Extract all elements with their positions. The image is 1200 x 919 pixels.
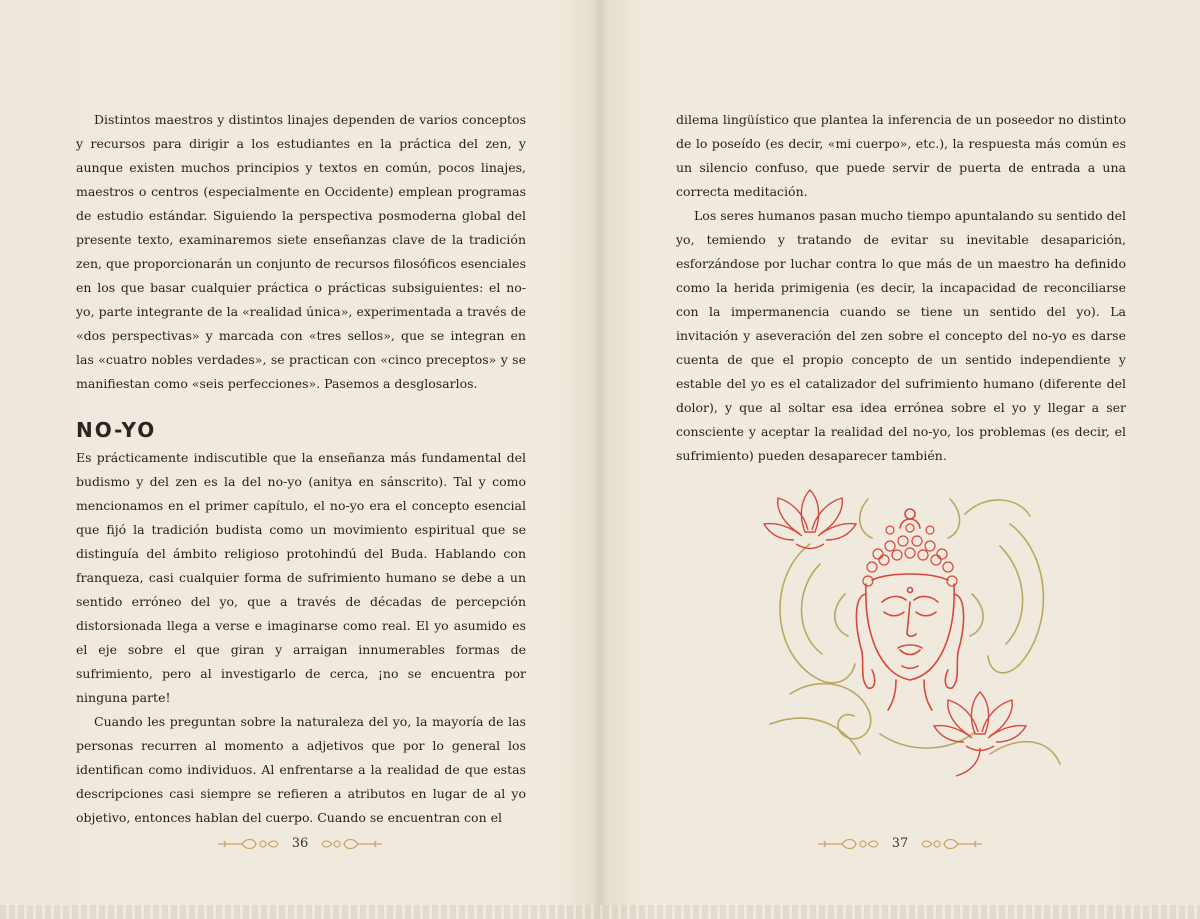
- right-paragraph-1: dilema lingüístico que plantea la inferencia de un poseedor no distinto de lo poseído (es decir, «mi cuerpo», etc.), la respuesta más común es un silencio confuso, que puede servir de puerta de entrada a una correcta meditación.: [676, 112, 1126, 199]
- buddha-head-with-lotus-icon: [750, 484, 1070, 784]
- left-paragraph-2: Es prácticamente indiscutible que la enseñanza más fundamental del budismo y del zen es la del no-yo (anitya en sánscrito). Tal y como mencionamos en el primer capítulo, el no-yo era el concepto esencial que fijó la tradición budista como un movimiento espiritual que se distinguía del ámbito religioso protohindú del Buda. Hablando con franqueza, casi cualquier forma de sufrimiento humano se debe a un sentido erróneo del yo, que a través de décadas de percepción distorsionada llega a verse e imaginarse como real. El yo asumido es el eje sobre el que giran y arraigan innumerables formas de sufrimiento, pero al investigarlo de cerca, ¡no se encuentra por ninguna parte!: [76, 450, 526, 705]
- left-page-number: 36: [291, 836, 309, 851]
- right-ornament-icon: [816, 837, 880, 851]
- page-edge: [0, 905, 1200, 919]
- right-paragraph-2: Los seres humanos pasan mucho tiempo apuntalando su sentido del yo, temiendo y tratando de evitar su inevitable desaparición, esforzándose por luchar contra lo que más de un maestro ha definido como la herida primigenia (es decir, la incapacidad de reconciliarse con la impermanencia cuando se tiene un sentido del yo). La invitación y aseveración del zen sobre el concepto del no-yo es darse cuenta de que el propio concepto de un sentido independiente y estable del yo es el catalizador del sufrimiento humano (diferente del dolor), y que al soltar esa idea errónea sobre el yo y llegar a ser consciente y aceptar la realidad del no-yo, los problemas (es decir, el sufrimiento) pueden desaparecer también.: [676, 208, 1126, 463]
- section-heading: NO-YO: [76, 418, 157, 442]
- right-folio: [600, 836, 1200, 851]
- right-ornament-mirror-icon: [920, 837, 984, 851]
- left-paragraph-3: Cuando les preguntan sobre la naturaleza del yo, la mayoría de las personas recurren al momento a adjetivos que por lo general los identifican como individuos. Al enfrentarse a la realidad de que estas descripciones casi siempre se refieren a atributos en lugar de al yo objetivo, entonces hablan del cuerpo. Cuando se encuentran con el: [76, 714, 526, 825]
- right-text-block: [676, 108, 1126, 468]
- left-paragraph-1: Distintos maestros y distintos linajes dependen de varios conceptos y recursos para dirigir a los estudiantes en la práctica del zen, y aunque existen muchos principios y textos en común, pocos linajes, maestros o centros (especialmente en Occidente) emplean programas de estudio estándar. Siguiendo la perspectiva posmoderna global del presente texto, examinaremos siete enseñanzas clave de la tradición zen, que proporcionarán un conjunto de recursos filosóficos esenciales en los que basar cualquier práctica o prácticas subsiguientes: el no-yo, parte integrante de la «realidad única», experimentada a través de «dos perspectivas» y marcada con «tres sellos», que se integran en las «cuatro nobles verdades», se practican con «cinco preceptos» y se manifiestan como «seis perfecciones». Pasemos a desglosarlos.: [76, 112, 526, 391]
- left-ornament-icon: [216, 837, 280, 851]
- left-text-block-2: [76, 446, 526, 830]
- right-page: [600, 0, 1200, 919]
- left-text-block-1: [76, 108, 526, 396]
- left-ornament-mirror-icon: [320, 837, 384, 851]
- right-page-number: 37: [891, 836, 909, 851]
- left-folio: [0, 836, 600, 851]
